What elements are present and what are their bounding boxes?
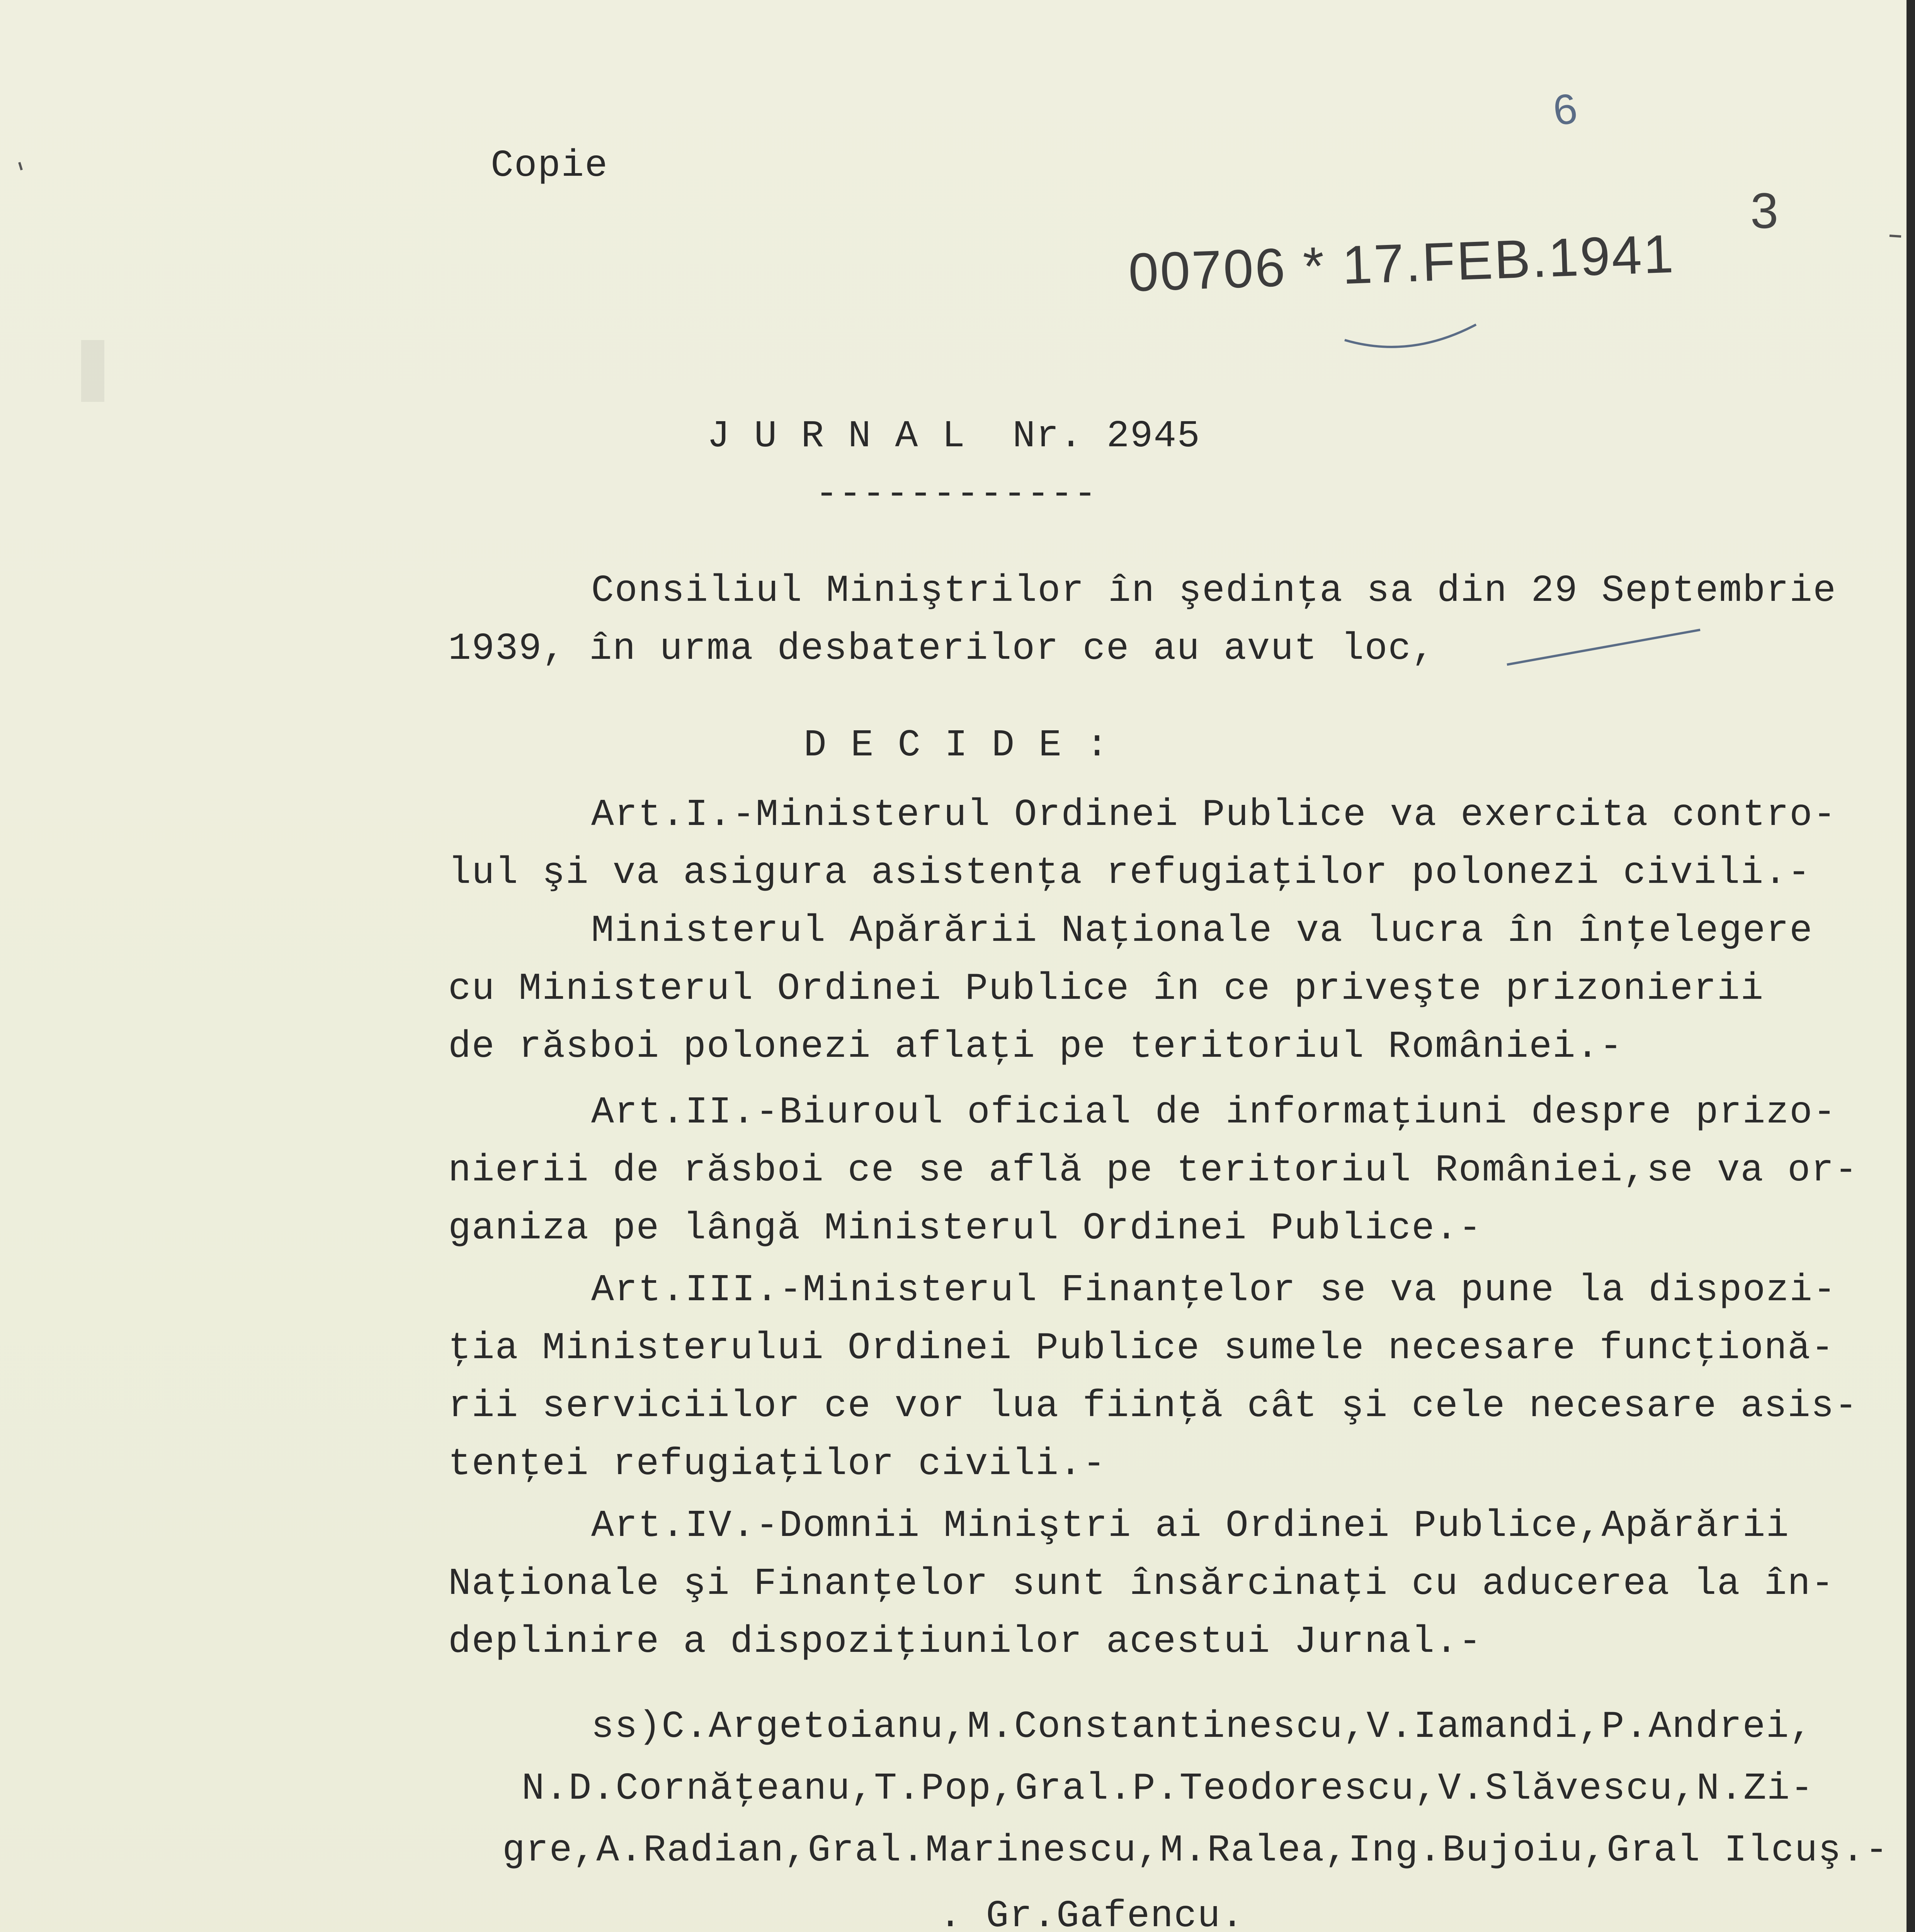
body-line: deplinire a dispoziţiunilor acestui Jurnal.- xyxy=(448,1621,1482,1663)
intro-pen-stroke xyxy=(1507,630,1700,665)
journal-title: J U R N A L Nr. 2945 xyxy=(707,415,1201,458)
intro-line-1: Consiliul Miniştrilor în şedinţa sa din 29 Septembrie xyxy=(591,570,1837,612)
signatories-line: gre,A.Radian,Gral.Marinescu,M.Ralea,Ing.Bujoiu,Gral Ilcuş.- xyxy=(502,1829,1889,1872)
intro-line-2: 1939, în urma desbaterilor ce au avut loc, xyxy=(448,628,1435,670)
title-underline: ------------ xyxy=(815,473,1097,516)
body-line: tenţei refugiaţilor civili.- xyxy=(448,1443,1106,1486)
handwritten-page-number: 6 xyxy=(1550,84,1580,135)
body-line: Naţionale şi Finanţelor sunt însărcinaţi cu aducerea la în- xyxy=(448,1563,1835,1605)
body-line: de răsboi polonezi aflaţi pe teritoriul României.- xyxy=(448,1026,1623,1068)
body-line: cu Ministerul Ordinei Publice în ce priveşte prizonierii xyxy=(448,968,1764,1010)
body-line: Art.I.-Ministerul Ordinei Publice va exercita contro- xyxy=(591,794,1837,837)
body-line: Art.II.-Biuroul oficial de informaţiuni despre prizo- xyxy=(591,1091,1837,1134)
body-line: nierii de răsboi ce se află pe teritoriul României,se va or- xyxy=(448,1149,1858,1192)
body-line: Art.III.-Ministerul Finanţelor se va pune la dispozi- xyxy=(591,1269,1837,1312)
registration-stamp: 00706 * 17.FEB.1941 xyxy=(1127,223,1676,303)
body-line: ţia Ministerului Ordinei Publice sumele necesare funcţionă- xyxy=(448,1327,1835,1370)
decide-heading: D E C I D E : xyxy=(804,724,1109,767)
signatories-line: N.D.Cornăţeanu,T.Pop,Gral.P.Teodorescu,V.Slăvescu,N.Zi- xyxy=(522,1767,1814,1810)
body-line: lul şi va asigura asistenţa refugiaţilor polonezi civili.- xyxy=(448,852,1811,895)
pencil-page-number: 3 xyxy=(1750,182,1779,239)
stamp-underline-stroke xyxy=(1345,325,1476,347)
copy-label: Copie xyxy=(491,145,609,187)
body-line: Ministerul Apărării Naţionale va lucra în înţelegere xyxy=(591,910,1813,952)
paper-stain xyxy=(81,340,104,402)
body-line: Art.IV.-Domnii Miniştri ai Ordinei Publice,Apărării xyxy=(591,1505,1790,1548)
scan-edge xyxy=(1906,0,1915,1932)
signatories-line: ss)C.Argetoianu,M.Constantinescu,V.Iamandi,P.Andrei, xyxy=(591,1706,1813,1748)
body-line: ganiza pe lângă Ministerul Ordinei Publice.- xyxy=(448,1207,1482,1250)
margin-tick-left xyxy=(19,162,22,170)
signatories-line: . Gr.Gafencu. xyxy=(939,1895,1245,1932)
body-line: rii serviciilor ce vor lua fiinţă cât şi cele necesare asis- xyxy=(448,1385,1858,1428)
